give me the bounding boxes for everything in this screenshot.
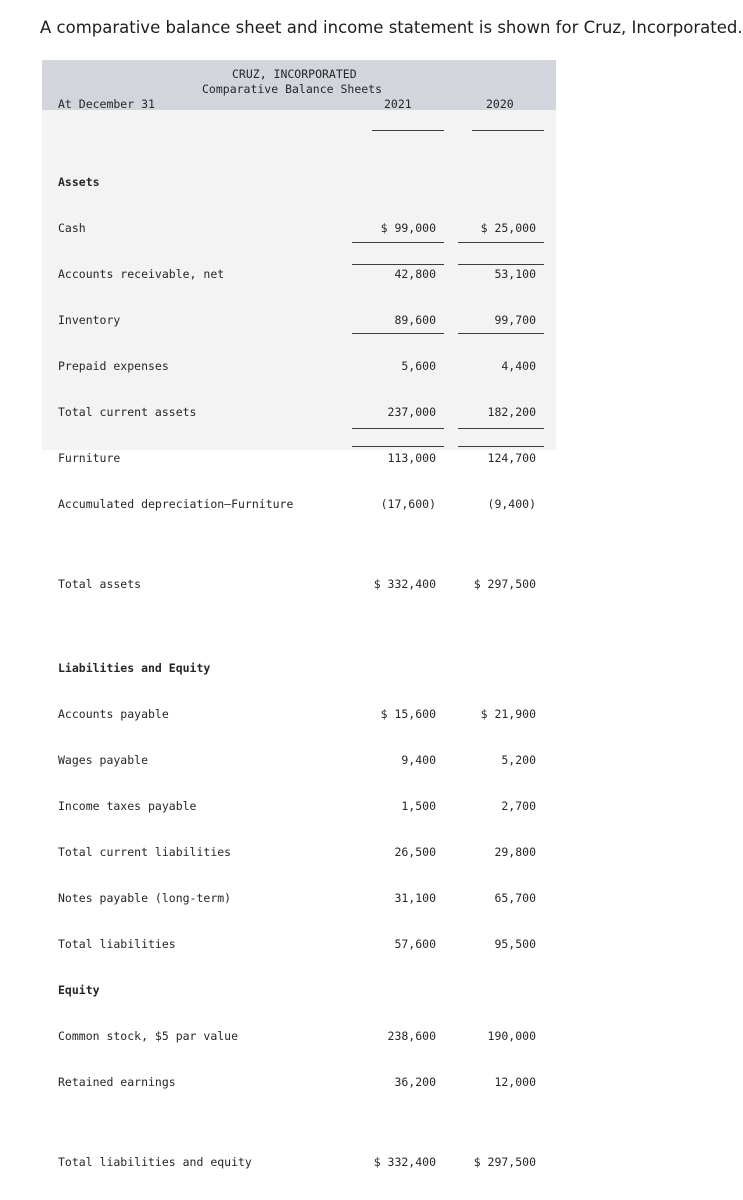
cell-2020: 29,800 (494, 845, 536, 859)
cell-2021: $ 15,600 (380, 707, 436, 721)
cell-2021: 237,000 (387, 405, 436, 419)
balance-sheet-table (42, 60, 556, 1169)
cell-2020: (9,400) (487, 497, 536, 511)
cell-2020: 95,500 (494, 937, 536, 951)
year-2021-header: 2021 (384, 97, 412, 111)
cell-2020: 99,700 (494, 313, 536, 327)
cell-2021: $ 332,400 (373, 577, 436, 591)
cell-2021: 9,400 (401, 753, 436, 767)
cell-2021 (350, 982, 436, 998)
cell-2020: $ 21,900 (480, 707, 536, 721)
row-label: Wages payable (58, 753, 149, 767)
cell-2021: 57,600 (394, 937, 436, 951)
cell-2021: $ 99,000 (380, 221, 436, 235)
cell-2021: 1,500 (401, 799, 436, 813)
intro-text: A comparative balance sheet and income statement is shown for Cruz, Incorporated. (40, 18, 743, 37)
cell-2021: $ 332,400 (373, 1155, 436, 1169)
rule-2021-current-liab (352, 333, 444, 334)
rule-2021-top (372, 130, 444, 131)
row-labels (58, 110, 348, 1200)
cell-2021: 31,100 (394, 891, 436, 905)
row-label: Total liabilities and equity (58, 1155, 252, 1169)
row-label: Accumulated depreciation–Furniture (58, 497, 294, 511)
rule-2020-final (458, 446, 544, 447)
section-heading-equity: Equity (58, 983, 100, 997)
cell-2020: 5,200 (501, 753, 536, 767)
cell-2021: 238,600 (387, 1029, 436, 1043)
cell-2020: 124,700 (487, 451, 536, 465)
cell-2020: $ 297,500 (473, 1155, 536, 1169)
cell-2021: 42,800 (394, 267, 436, 281)
section-heading-liabilities-equity: Liabilities and Equity (58, 661, 211, 675)
section-heading-assets: Assets (58, 175, 100, 189)
column-2021 (350, 110, 436, 1200)
cell-2021 (350, 660, 436, 676)
row-label: Income taxes payable (58, 799, 197, 813)
cell-2021: 5,600 (401, 359, 436, 373)
cell-2021: 26,500 (394, 845, 436, 859)
cell-2021: (17,600) (380, 497, 436, 511)
row-label: Accounts receivable, net (58, 267, 225, 281)
statement-title: Comparative Balance Sheets (202, 82, 383, 96)
row-label: Furniture (58, 451, 121, 465)
rule-2021-assets (352, 242, 444, 243)
rule-2020-equity (458, 428, 544, 429)
row-label: Total current assets (58, 405, 197, 419)
year-2020-header: 2020 (486, 97, 514, 111)
row-label: Retained earnings (58, 1075, 176, 1089)
cell-2020: 2,700 (501, 799, 536, 813)
cell-2020 (450, 174, 536, 190)
row-label: Cash (58, 221, 86, 235)
cell-2021 (350, 174, 436, 190)
rule-2021-equity (352, 428, 444, 429)
cell-2020: 53,100 (494, 267, 536, 281)
cell-2020: 190,000 (487, 1029, 536, 1043)
rule-2021-final (352, 446, 444, 447)
row-label: Inventory (58, 313, 121, 327)
cell-2020: 182,200 (487, 405, 536, 419)
cell-2021: 113,000 (387, 451, 436, 465)
cell-2021: 89,600 (394, 313, 436, 327)
row-label: Notes payable (long-term) (58, 891, 232, 905)
rule-2021-assets-total (352, 264, 444, 265)
row-label: Common stock, $5 par value (58, 1029, 239, 1043)
date-label: At December 31 (58, 97, 155, 111)
rule-2020-assets-total (458, 264, 544, 265)
rule-2020-assets (458, 242, 544, 243)
cell-2020: 4,400 (501, 359, 536, 373)
cell-2020: 65,700 (494, 891, 536, 905)
row-label: Total current liabilities (58, 845, 232, 859)
rule-2020-top (472, 130, 544, 131)
row-label: Total assets (58, 577, 142, 591)
cell-2020: $ 297,500 (473, 577, 536, 591)
cell-2020: 12,000 (494, 1075, 536, 1089)
rule-2020-current-liab (458, 333, 544, 334)
table-header (42, 60, 556, 110)
row-label: Prepaid expenses (58, 359, 169, 373)
cell-2021: 36,200 (394, 1075, 436, 1089)
cell-2020 (450, 660, 536, 676)
row-label: Accounts payable (58, 707, 169, 721)
cell-2020: $ 25,000 (480, 221, 536, 235)
column-2020 (450, 110, 536, 1200)
cell-2020 (450, 982, 536, 998)
company-name: CRUZ, INCORPORATED (232, 67, 357, 81)
row-label: Total liabilities (58, 937, 176, 951)
